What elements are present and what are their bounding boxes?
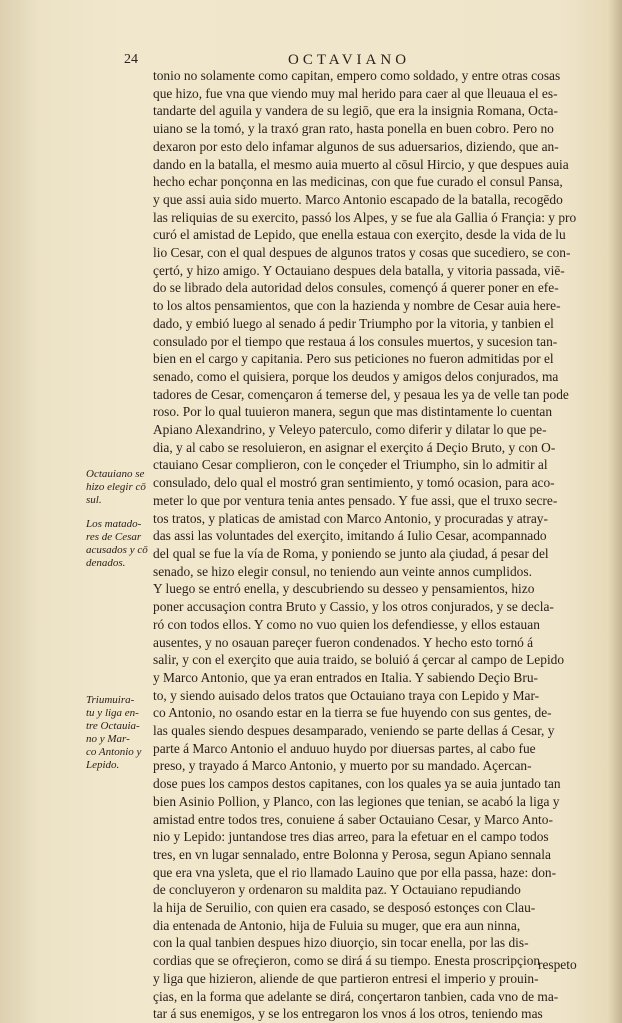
text-line: to los altos pensamientos, que con la hazienda y nombre de Cesar auia here- [153,298,561,314]
text-line: senado, se hizo elegir consul, no teniendo aun veinte annos cumplidos. [153,563,532,579]
text-line: que era vna ysleta, que el rio llamado Lauino que por ella passa, haze: don- [153,864,557,880]
marginal-note-line: denados. [86,557,126,569]
text-line: dexaron por esto delo infamar algunos de sus aduersarios, diziendo, que an- [153,138,559,154]
text-line: parte á Marco Antonio el anduuo huydo por diuersas partes, al cabo fue [153,740,536,756]
text-line: amistad entre todos tres, conuiene á saber Octauiano Cesar, y Marco Anto- [153,811,553,827]
text-line: poner accusaçion contra Bruto y Cassio, y los otros conjurados, y se decla- [153,599,554,615]
marginal-note-line: Triumuira- [86,694,135,706]
text-line: to, y siendo auisado delos tratos que Octauiano traya con Lepido y Mar- [153,687,540,703]
marginal-note-conspirators [86,518,152,570]
text-line: tres, en vn lugar sennalado, entre Bolonna y Perosa, segun Apiano sennala [153,846,551,862]
marginal-note-line: no y Mar- [86,733,130,745]
text-line: y Marco Antonio, que ya eran entrados en Italia. Y sabiendo Deçio Bru- [153,669,538,685]
text-line: çertó, y hizo amigo. Y Octauiano despues dela batalla, y vitoria passada, viē- [153,262,565,278]
text-line: consulado por el tiempo que restaua á los consules muertos, y sucesion tan- [153,333,558,349]
text-line: senado, como el quisiera, porque los deudos y amigos delos conjurados, ma [153,368,559,384]
text-line: ausentes, y no osauan pareçer fueron condenados. Y hecho esto tornó á [153,634,534,650]
text-line: hecho echar ponçonna en las medicinas, con que fue curado el consul Pansa, [153,174,563,190]
marginal-note-line: Los matado- [86,518,142,530]
text-line: das assi las voluntades del exerçito, imitando á Iulio Cesar, acompannado [153,528,547,544]
text-line: tandarte del aguila y vandera de su legiō, que era la insignia Romana, Octa- [153,103,558,119]
marginal-note-line: Lepido. [86,759,120,771]
marginal-note-line: acusados y cō [86,544,148,556]
text-line: çias, en la forma que adelante se dirá, conçertaron tanbien, cada vno de ma- [153,988,559,1004]
text-line: la hija de Seruilio, con quien era casado, se desposó estonçes con Clau- [153,900,536,916]
marginal-note-line: Octauiano se [86,468,145,480]
text-line: nio y Lepido: juntandose tres dias arreo, para la efetuar en el campo todos [153,829,549,845]
marginal-note-triumvirate [86,694,152,772]
text-line: curó el amistad de Lepido, que enella estaua con exerçito, desde la vida de lu [153,227,566,243]
text-line: salir, y con el exerçito que auia traido, se boluió á çercar al campo de Lepido [153,652,565,668]
marginal-note-line: tre Octauia- [86,720,140,732]
text-line: do se librado dela autoridad delos consules, començó á querer poner en efe- [153,280,559,296]
text-line: dia entenada de Antonio, hija de Fuluia su muger, que era aun ninna, [153,917,521,933]
text-line: tos tratos, y platicas de amistad con Marco Antonio, y procuradas y atray- [153,510,548,526]
text-line: Y luego se entró enella, y descubriendo su desseo y pensamientos, hizo [153,581,535,597]
text-line: de concluyeron y ordenaron su maldita paz. Y Octauiano repudiando [153,882,521,898]
text-line: Apiano Alexandrino, y Veleyo paterculo, como diferir y dilatar lo que pe- [153,422,547,438]
text-line: tonio no solamente como capitan, empero como soldado, y entre otras cosas [153,68,561,83]
text-line: cordias que se ofreçieron, como se dirá á su tiempo. Enesta proscripçion [153,953,541,969]
text-line: las reliquias de su exercito, passó los Alpes, y se fue ala Gallia ó Françia: y pro [153,209,577,225]
text-line: preso, y trayado á Marco Antonio, y muerto por su mandado. Açercan- [153,758,532,774]
marginal-note-line: sul. [86,494,102,506]
text-line: co Antonio, no osando estar en la tierra se fue huyendo con sus gentes, de- [153,705,552,721]
text-line: dia, y al cabo se resoluieron, en asignar el exerçito á Deçio Bruto, y con O- [153,439,556,455]
text-line: bien en el cargo y capitania. Pero sus peticiones no fueron admitidas por el [153,351,554,367]
text-line: y liga que hizieron, aliende de que partieron entresi el imperio y prouin- [153,970,539,986]
text-line: consulado, delo qual el mostró gran sentimiento, y tomó ocasion, para aco- [153,475,555,491]
text-line: dose pues los campos destos capitanes, con los quales ya se auia juntado tan [153,776,561,792]
text-line: las quales siendo despues desamparado, veniendo se parte dellas á Cesar, y [153,723,555,739]
text-line: con la qual tanbien despues hizo diuorçio, sin tocar enella, por las dis- [153,935,529,951]
marginal-note-line: res de Cesar [86,531,142,543]
marginal-note-line: tu y liga en- [86,707,139,719]
marginal-note-consul [86,468,152,507]
text-line: ró con todos ellos. Y como no vuo quien los defendiesse, y ellos estauan [153,616,540,632]
text-line: del qual se fue la vía de Roma, y poniendo se junto ala çiudad, á pesar del [153,545,549,561]
main-text-block [153,67,585,1023]
text-line: ctauiano Cesar complieron, con le conçeder el Triumpho, sin lo admitir al [153,457,548,473]
page-edge-shadow [608,0,622,1023]
running-title: OCTAVIANO [288,52,411,68]
text-line: uiano se la tomó, y la traxó gran rato, hasta ponella en buen cobro. Pero no [153,121,554,137]
catchword: respeto [538,957,577,972]
text-line: que hizo, fue vna que viendo muy mal herido para caer al que lleuaua el es- [153,85,558,101]
text-line: bien Asinio Pollion, y Planco, con las legiones que tenian, se acabó la liga y [153,793,560,809]
text-line: dado, y embió luego al senado á pedir Triumpho por la vitoria, y tanbien el [153,315,554,331]
text-line: roso. Por lo qual tuuieron manera, segun que mas distintamente lo cuentan [153,404,553,420]
text-line: dando en la batalla, el mesmo auia muerto al cōsul Hircio, y que despues auia [153,156,569,172]
text-line: meter lo que por ventura tenia antes pensado. Y fue assi, que el truxo secre- [153,492,558,508]
text-line: y que assi auia sido muerto. Marco Antonio escapado de la batalla, recogēdo [153,191,563,207]
page-number: 24 [124,52,138,67]
text-line: lio Cesar, con el qual despues de algunos tratos y cosas que sucediero, se con- [153,245,571,261]
text-line: tar á sus enemigos, y se los entregaron los vnos á los otros, teniendo mas [153,1006,543,1022]
text-line: tadores de Cesar, començaron á temerse del, y pesaua les ya de velle tan pode [153,386,569,402]
marginal-note-line: hizo elegir cō [86,481,146,493]
marginal-note-line: co Antonio y [86,746,142,758]
